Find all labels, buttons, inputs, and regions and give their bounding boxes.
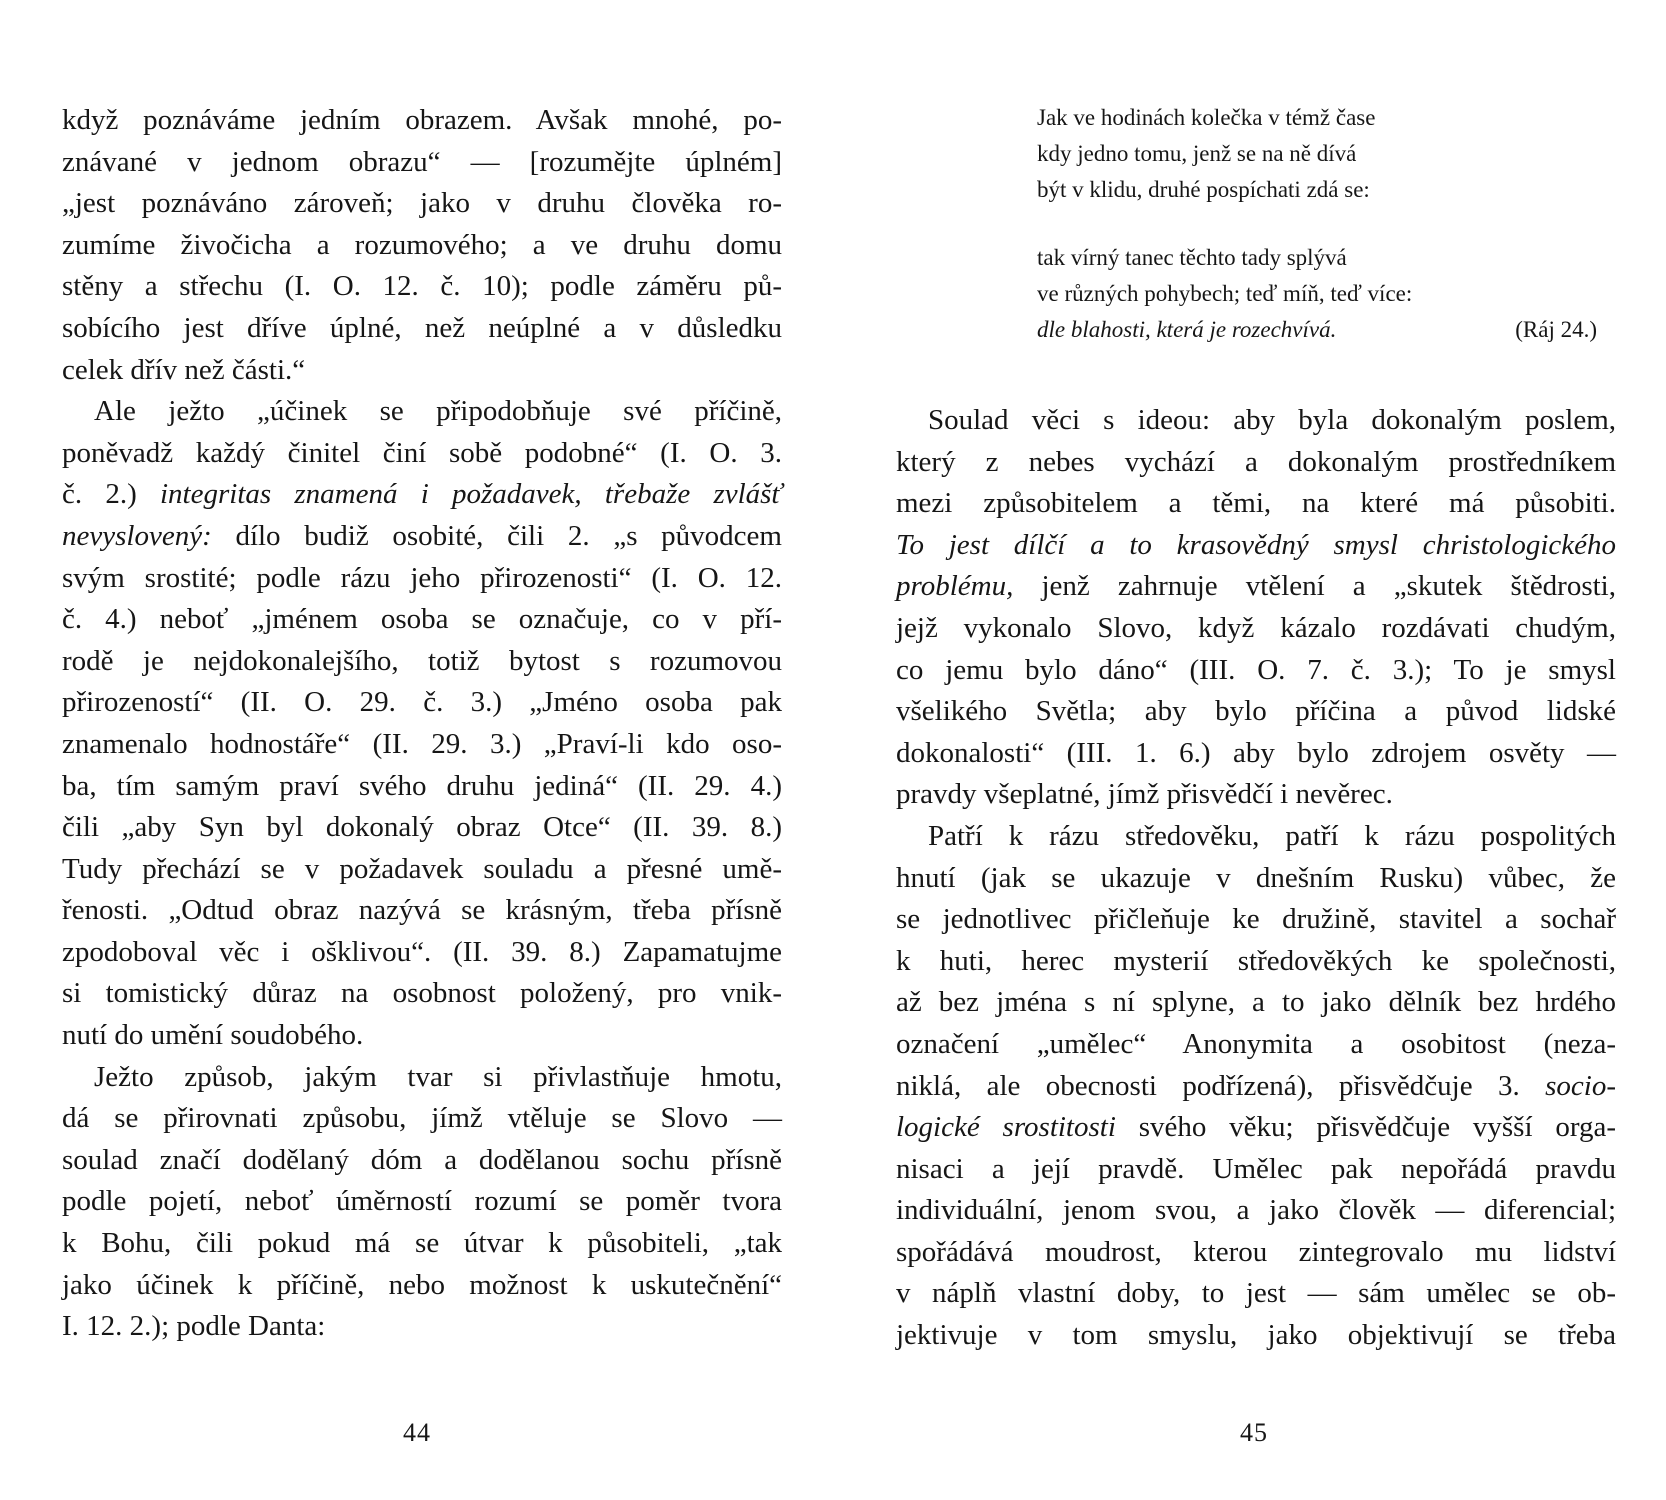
text-line <box>62 1306 782 1348</box>
text-segment: až bez jména s ní splyne, a to jako dělník bez hrdého <box>896 986 1616 1019</box>
verse-line <box>1037 100 1597 136</box>
text-line <box>896 691 1616 733</box>
verse-stanza <box>1037 100 1597 208</box>
text-segment: I. 12. 2.); podle Danta: <box>62 1310 326 1343</box>
verse-line <box>1037 240 1597 276</box>
right-page-body-text <box>896 400 1616 1357</box>
text-line <box>62 766 782 808</box>
text-line <box>62 350 782 392</box>
verse-line <box>1037 276 1597 312</box>
text-segment: nisaci a její pravdě. Umělec pak nepořádá pravdu <box>896 1152 1616 1185</box>
text-line <box>62 641 782 683</box>
text-segment: jektivuje v tom smyslu, jako objektivují se třeba <box>896 1319 1616 1352</box>
text-segment: jako účinek k příčině, nebo možnost k uskutečnění“ <box>62 1268 782 1301</box>
text-line <box>896 442 1616 484</box>
text-segment: čili „aby Syn byl dokonalý obraz Otce“ (II. 39. 8.) <box>62 811 782 844</box>
text-line <box>62 266 782 308</box>
right-page <box>833 0 1666 1500</box>
text-line <box>896 1232 1616 1274</box>
text-segment: Soulad věci s ideou: aby byla dokonalým poslem, <box>928 404 1616 436</box>
text-line <box>62 1057 782 1099</box>
verse-line-text: kdy jedno tomu, jenž se na ně dívá <box>1037 141 1357 166</box>
left-page-body-text <box>62 100 782 1348</box>
text-segment: mezi způsobitelem a těmi, na které má působiti. <box>896 487 1616 520</box>
text-segment: jejž vykonalo Slovo, když kázalo rozdávati chudým, <box>896 611 1616 644</box>
verse-line-text: dle blahosti, která je rozechvívá. <box>1037 317 1337 342</box>
text-line <box>62 807 782 849</box>
dante-verse-quote <box>1037 100 1597 380</box>
text-line <box>62 1015 782 1057</box>
text-segment: který z nebes vychází a dokonalým prostředníkem <box>896 445 1616 478</box>
text-segment: soulad značí dodělaný dóm a dodělanou sochu přísně <box>62 1143 782 1176</box>
text-line <box>62 973 782 1015</box>
text-segment: poněvadž každý činitel činí sobě podobné“ (I. O. 3. <box>62 436 782 469</box>
text-segment: Ale ježto „účinek se připodobňuje své příčině, <box>94 395 782 428</box>
text-line <box>62 1181 782 1223</box>
text-line <box>62 558 782 600</box>
text-segment: hnutí (jak se ukazuje v dnešním Rusku) vůbec, že <box>896 861 1616 894</box>
text-line <box>62 391 782 433</box>
text-segment: podle pojetí, neboť úměrností rozumí se poměr tvora <box>62 1185 782 1218</box>
text-line <box>62 474 782 516</box>
verse-line-text: Jak ve hodinách kolečka v témž čase <box>1037 105 1376 130</box>
text-line <box>896 1024 1616 1066</box>
verse-line-text: tak vírný tanec těchto tady splývá <box>1037 245 1347 270</box>
text-line <box>896 566 1616 608</box>
page-number-right: 45 <box>1240 1418 1268 1447</box>
text-segment: znamenalo hodnostáře“ (II. 29. 3.) „Praví-li kdo oso- <box>62 727 782 760</box>
text-segment: se jednotlivec přičleňuje ke družině, stavitel a sochař <box>896 903 1616 936</box>
text-line <box>896 650 1616 692</box>
text-line <box>62 1098 782 1140</box>
text-line <box>896 816 1616 858</box>
text-line <box>62 599 782 641</box>
text-line <box>62 433 782 475</box>
text-line <box>896 1315 1616 1357</box>
text-segment: ba, tím samým praví svého druhu jediná“ (II. 29. 4.) <box>62 769 782 802</box>
text-segment: dokonalosti“ (III. 1. 6.) aby bylo zdrojem osvěty — <box>896 736 1616 769</box>
text-segment: Patří k rázu středověku, patří k rázu pospolitých <box>928 819 1616 852</box>
text-segment: č. 2.) <box>62 478 160 511</box>
text-segment: individuální, jenom svou, a jako člověk — diferencial; <box>896 1194 1616 1227</box>
verse-line-text: být v klidu, druhé pospíchati zdá se: <box>1037 177 1370 202</box>
text-segment: stěny a střechu (I. O. 12. č. 10); podle záměru pů- <box>62 270 782 303</box>
verse-line <box>1037 312 1597 348</box>
text-segment: dílo budiž osobité, čili 2. „s původcem <box>211 519 782 552</box>
text-line <box>896 1107 1616 1149</box>
text-line <box>62 225 782 267</box>
text-line <box>896 733 1616 775</box>
verse-line <box>1037 136 1597 172</box>
text-line <box>62 890 782 932</box>
italic-text: socio- <box>1545 1069 1616 1102</box>
page-number-left: 44 <box>403 1418 431 1447</box>
text-segment: dá se přirovnati způsobu, jímž vtěluje se Slovo — <box>62 1102 782 1135</box>
text-segment: svého věku; přisvědčuje vyšší orga- <box>1115 1111 1616 1144</box>
text-segment: zumíme živočicha a rozumového; a ve druhu domu <box>62 228 782 261</box>
text-segment: celek dřív než části.“ <box>62 353 306 386</box>
text-line <box>62 142 782 184</box>
text-line <box>62 1140 782 1182</box>
text-line <box>62 100 782 142</box>
text-line <box>896 858 1616 900</box>
text-line <box>62 1223 782 1265</box>
text-segment: když poznáváme jedním obrazem. Avšak mnohé, po- <box>62 104 782 136</box>
text-segment: „jest poznáváno zároveň; jako v druhu člověka ro- <box>62 187 782 220</box>
text-line <box>62 516 782 558</box>
text-segment: nutí do umění soudobého. <box>62 1019 364 1052</box>
text-segment: Tudy přechází se v požadavek souladu a přesné umě- <box>62 852 782 885</box>
text-segment: označení „umělec“ Anonymita a osobitost (neza- <box>896 1027 1616 1060</box>
text-segment: svým srostité; podle rázu jeho přirozenosti“ (I. O. 12. <box>62 561 782 594</box>
text-segment: k Bohu, čili pokud má se útvar k působiteli, „tak <box>62 1227 782 1260</box>
text-segment: Ježto způsob, jakým tvar si přivlastňuje hmotu, <box>94 1060 782 1093</box>
text-line <box>896 525 1616 567</box>
text-segment: rodě je nejdokonalejšího, totiž bytost s rozumovou <box>62 644 782 677</box>
verse-stanza <box>1037 240 1597 348</box>
verse-line <box>1037 172 1597 208</box>
text-segment: č. 4.) neboť „jménem osoba se označuje, co v pří- <box>62 603 782 636</box>
text-segment: zpodoboval věc i ošklivou“. (II. 39. 8.) Zapamatujme <box>62 935 782 968</box>
italic-text: problému, <box>896 570 1014 603</box>
text-line <box>896 1190 1616 1232</box>
text-segment: sobícího jest dříve úplné, než neúplné a v důsledku <box>62 311 782 344</box>
text-segment: znávané v jednom obrazu“ — [rozumějte úplném] <box>62 145 782 178</box>
text-line <box>896 774 1616 816</box>
text-line <box>62 308 782 350</box>
verse-citation: (Ráj 24.) <box>1515 317 1597 342</box>
verse-line-text: ve různých pohybech; teď míň, teď více: <box>1037 281 1413 306</box>
text-segment: spořádává moudrost, kterou zintegrovalo mu lidství <box>896 1235 1616 1268</box>
text-line <box>62 682 782 724</box>
text-line <box>896 982 1616 1024</box>
text-line <box>896 941 1616 983</box>
text-segment: přirozeností“ (II. O. 29. č. 3.) „Jméno osoba pak <box>62 686 782 719</box>
text-line <box>896 483 1616 525</box>
text-line <box>896 1066 1616 1108</box>
text-segment: řenosti. „Odtud obraz nazývá se krásným, třeba přísně <box>62 894 782 927</box>
text-line <box>62 724 782 766</box>
italic-text: nevyslovený: <box>62 519 212 552</box>
text-line <box>896 1149 1616 1191</box>
text-line <box>896 1273 1616 1315</box>
text-line <box>62 932 782 974</box>
text-segment: jenž zahrnuje vtělení a „skutek štědrosti, <box>1013 570 1616 603</box>
text-segment: k huti, herec mysterií středověkých ke společnosti, <box>896 944 1616 977</box>
text-line <box>896 899 1616 941</box>
text-segment: niklá, ale obecnosti podřízená), přisvědčuje 3. <box>896 1069 1546 1102</box>
text-line <box>896 400 1616 442</box>
text-line <box>896 608 1616 650</box>
text-segment: všelikého Světla; aby bylo příčina a původ lidské <box>896 695 1616 728</box>
italic-text: integritas znamená i požadavek, třebaže zvlášť <box>159 478 783 511</box>
text-segment: si tomistický důraz na osobnost položený, pro vnik- <box>62 977 782 1010</box>
text-segment: pravdy všeplatné, jímž přisvědčí i nevěrec. <box>896 778 1393 811</box>
text-line <box>62 183 782 225</box>
italic-text: To jest dílčí a to krasovědný smysl christologického <box>896 528 1616 561</box>
text-line <box>62 1265 782 1307</box>
text-line <box>62 849 782 891</box>
text-segment: v náplň vlastní doby, to jest — sám umělec se ob- <box>896 1277 1616 1310</box>
italic-text: logické srostitosti <box>896 1111 1116 1144</box>
text-segment: co jemu bylo dáno“ (III. O. 7. č. 3.); To je smysl <box>896 653 1616 686</box>
